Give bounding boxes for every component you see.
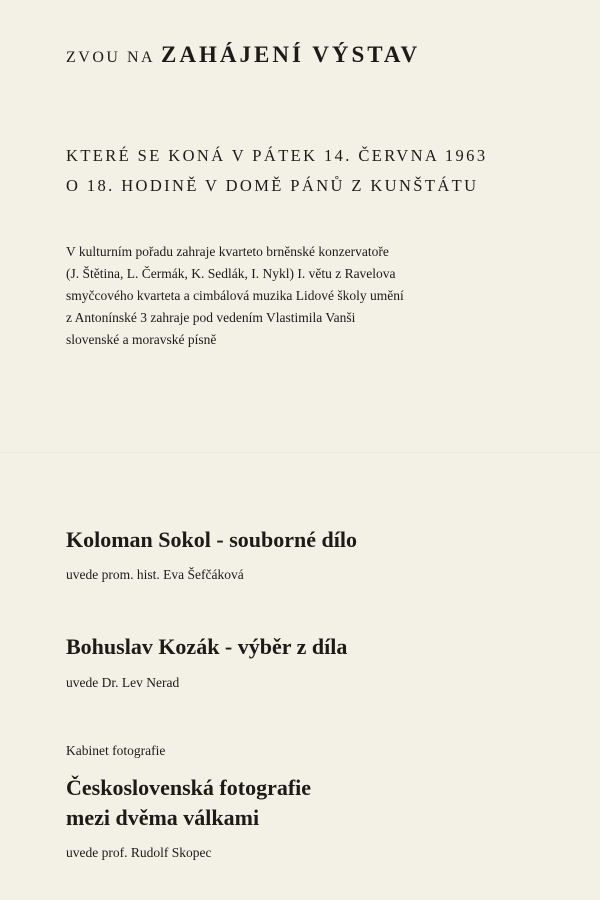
fold-line: [0, 452, 600, 454]
invitation-lead: ZVOU NA: [66, 49, 156, 66]
exhibition-presenter-photography: uvede prof. Rudolf Skopec: [66, 845, 212, 860]
program-line: z Antonínské 3 zahraje pod vedením Vlastimila Vanši: [66, 310, 356, 325]
event-details: [66, 141, 487, 201]
event-place-line: O 18. HODINĚ V DOMĚ PÁNŮ Z KUNŠTÁTU: [66, 176, 479, 195]
invitation-heading: [66, 42, 420, 68]
exhibition-title-kozak: Bohuslav Kozák - výběr z díla: [66, 634, 348, 659]
program-line: (J. Štětina, L. Čermák, K. Sedlák, I. Nykl) I. větu z Ravelova: [66, 266, 396, 281]
program-line: V kulturním pořadu zahraje kvarteto brněnské konzervatoře: [66, 244, 389, 259]
exhibition-title-photography: [66, 773, 311, 833]
exhibition-title-line: mezi dvěma válkami: [66, 805, 260, 830]
program-line: smyčcového kvarteta a cimbálová muzika Lidové školy umění: [66, 288, 404, 303]
invitation-headline: ZAHÁJENÍ VÝSTAV: [161, 42, 421, 67]
program-paragraph: [66, 241, 546, 351]
exhibition-presenter-kozak: uvede Dr. Lev Nerad: [66, 675, 180, 690]
program-line: slovenské a moravské písně: [66, 332, 217, 347]
exhibition-title-line: Československá fotografie: [66, 775, 312, 800]
exhibition-section-label: Kabinet fotografie: [66, 743, 166, 758]
event-date-line: KTERÉ SE KONÁ V PÁTEK 14. ČERVNA 1963: [66, 146, 488, 165]
exhibition-title-sokol: Koloman Sokol - souborné dílo: [66, 527, 357, 552]
exhibition-presenter-sokol: uvede prom. hist. Eva Šefčáková: [66, 567, 244, 582]
